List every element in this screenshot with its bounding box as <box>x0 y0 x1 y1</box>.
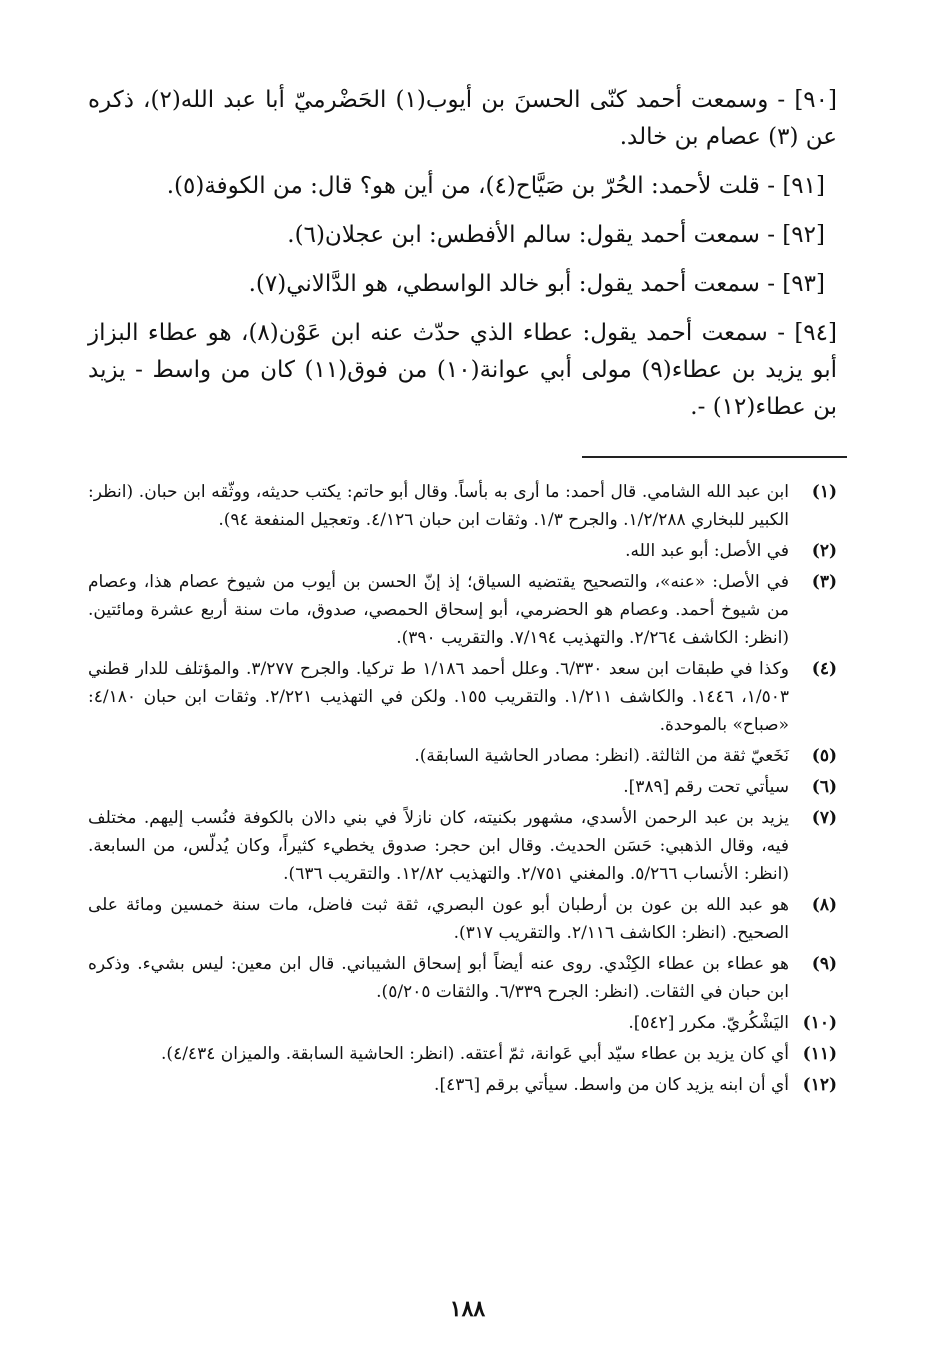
footnote-6 <box>88 773 837 801</box>
footnote-text: أي كان يزيد بن عطاء سيّد أبي عَوانة، ثمّ أعتقه. (انظر: الحاشية السابقة. والميزان ٤/٤٣٤). <box>161 1044 789 1064</box>
footnote-text: سيأتي تحت رقم [٣٨٩]. <box>623 777 789 797</box>
footnote-8 <box>88 891 837 947</box>
main-text <box>88 82 837 426</box>
footnote-text: وكذا في طبقات ابن سعد ٦/٣٣٠. وعلل أحمد ١/١٨٦ ط تركيا. والجرح ٣/٢٧٧. والمؤتلف للدار قطني ١/٥٠٣، ١٤٤٦. والكاشف ١/٢١١. والتقريب ١٥٥. ولكن في التهذيب ٢/٢٢١. وثقات ابن حبان ٤/١٨٠: «صباح» بالموحدة. <box>88 659 790 735</box>
footnote-text: في الأصل: «عنه»، والتصحيح يقتضيه السياق؛ إذ إنّ الحسن بن أيوب من شيوخ عصام هذا، وعصام من شيوخ أحمد. وعصام هو الحضرمي، أبو إسحاق الحمصي، صدوق، مات سنة أربع عشرة ومائتين. (انظر: الكاشف ٢/٢٦٤. والتهذيب ٧/١٩٤. والتقريب ٣٩٠). <box>88 572 789 648</box>
footnote-number: (٧) <box>811 808 837 828</box>
footnote-text: يزيد بن عبد الرحمن الأسدي، مشهور بكنيته، كان نازلاً في بني دالان بالكوفة فنُسب إليهم. مختلف فيه، وقال الذهبي: حَسَن الحديث. وقال ابن حجر: صدوق يخطيء كثيراً، وكان يُدلّس، من السابعة. (انظر: الأنساب ٥/٢٦٦. والمغني ٢/٧٥١. والتهذيب ١٢/٨٢. والتقريب ٦٣٦). <box>88 808 789 884</box>
footnote-number: (٤) <box>811 659 837 679</box>
footnote-10 <box>88 1009 837 1037</box>
footnote-text: ابن عبد الله الشامي. قال أحمد: ما أرى به بأساً. وقال أبو حاتم: يكتب حديثه، ووثّقه ابن حبان. (انظر: الكبير للبخاري ١/٢/٢٨٨. والجرح ١/٣. وثقات ابن حبان ٤/١٢٦. وتعجيل المنفعة ٩٤). <box>88 482 789 530</box>
footnote-number: (٩) <box>811 954 837 974</box>
footnote-3 <box>88 568 837 652</box>
footnote-text: نَخَعيّ ثقة من الثالثة. (انظر: مصادر الحاشية السابقة). <box>414 746 789 766</box>
entry-90: [٩٠] - وسمعت أحمد كنّى الحسنَ بن أيوب(١) الحَضْرميّ أبا عبد الله(٢)، ذكره عن (٣) عصام بن خالد. <box>88 87 837 150</box>
footnote-11 <box>88 1040 837 1068</box>
page-number: ١٨٨ <box>449 1296 486 1322</box>
footnote-number: (٥) <box>811 746 837 766</box>
footnote-number: (١٢) <box>802 1075 837 1095</box>
footnote-number: (٣) <box>811 572 837 592</box>
footnote-text: أي أن ابنه يزيد كان من واسط. سيأتي برقم [٤٣٦]. <box>434 1075 789 1095</box>
footnote-text: اليَشْكُريّ. مكرر [٥٤٢]. <box>628 1013 789 1033</box>
footnote-12 <box>88 1071 837 1099</box>
footnote-5 <box>88 742 837 770</box>
entry-93: [٩٣] - سمعت أحمد يقول: أبو خالد الواسطي، هو الدَّالاني(٧). <box>248 271 825 297</box>
footnote-number: (١١) <box>802 1044 837 1064</box>
entry-94: [٩٤] - سمعت أحمد يقول: عطاء الذي حدّث عنه ابن عَوْن(٨)، هو عطاء البزاز أبو يزيد بن عطاء(٩) مولى أبي عوانة(١٠) من فوق(١١) كان من واسط - يزيد بن عطاء(١٢) -. <box>88 320 838 420</box>
footnote-number: (١) <box>811 482 837 502</box>
footnote-separator <box>582 456 847 458</box>
footnote-text: في الأصل: أبو عبد الله. <box>625 541 789 561</box>
footnote-2 <box>88 537 837 565</box>
footnote-text: هو عطاء بن عطاء الكِنْدي. روى عنه أيضاً أبو إسحاق الشيباني. قال ابن معين: ليس بشيء. وذكره ابن حبان في الثقات. (انظر: الجرح ٦/٣٣٩. والثقات ٥/٢٠٥). <box>88 954 789 1002</box>
footnote-1 <box>88 478 837 534</box>
footnote-9 <box>88 950 837 1006</box>
footnotes <box>88 478 837 1099</box>
footnote-number: (١٠) <box>802 1013 837 1033</box>
footnote-number: (٢) <box>811 541 837 561</box>
footnote-number: (٨) <box>811 895 837 915</box>
footnote-number: (٦) <box>811 777 837 797</box>
entry-91: [٩١] - قلت لأحمد: الحُرّ بن صَيَّاح(٤)، من أين هو؟ قال: من الكوفة(٥). <box>166 173 825 199</box>
entry-92: [٩٢] - سمعت أحمد يقول: سالم الأفطس: ابن عجلان(٦). <box>287 222 825 248</box>
footnote-4 <box>88 655 837 739</box>
footnote-text: هو عبد الله بن عون بن أرطبان أبو عون البصري، ثقة ثبت فاضل، مات سنة خمسين ومائة على الصحيح. (انظر: الكاشف ٢/١١٦. والتقريب ٣١٧). <box>88 895 789 943</box>
footnote-7 <box>88 804 837 888</box>
